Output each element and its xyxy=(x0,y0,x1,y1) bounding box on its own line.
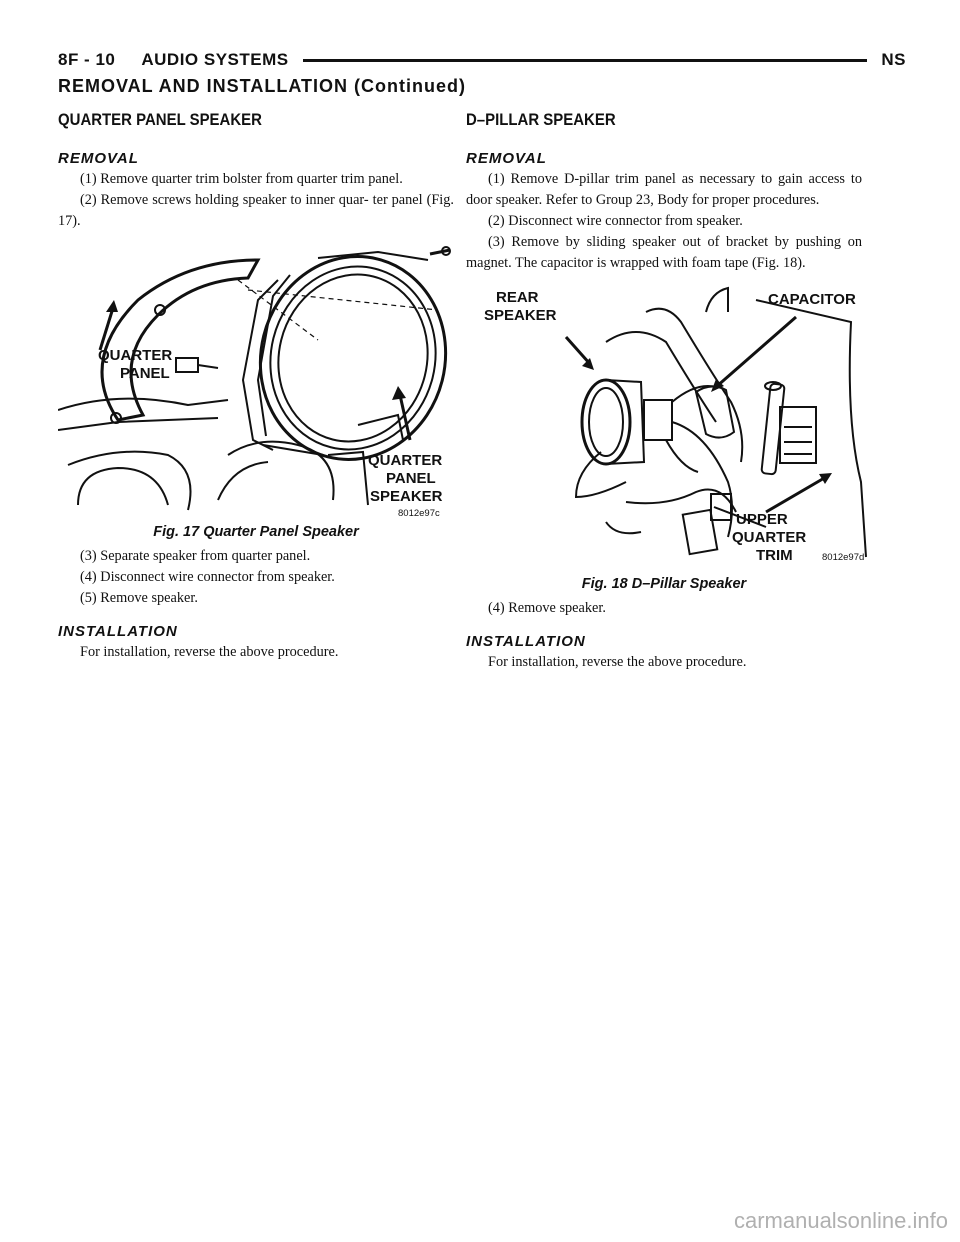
watermark: carmanualsonline.info xyxy=(733,1208,948,1233)
label-panel: PANEL xyxy=(120,365,170,382)
step-text: (3) Remove by sliding speaker out of bracket by pushing on magnet. The capacitor is wrapped with foam tape (Fig. 18). xyxy=(466,234,862,271)
step-text: (3) Separate speaker from quarter panel. xyxy=(80,548,311,564)
step-text: (2) Remove screws holding speaker to inner quar- ter panel (Fig. 17). xyxy=(58,192,454,229)
figure-caption: Fig. 17 Quarter Panel Speaker xyxy=(153,524,359,540)
figure-caption: Fig. 18 D–Pillar Speaker xyxy=(581,576,747,592)
step-text: (5) Remove speaker. xyxy=(80,590,198,606)
header-rule xyxy=(303,59,868,62)
section-heading-d-pillar: D–PILLAR SPEAKER xyxy=(466,110,616,129)
installation-heading: INSTALLATION xyxy=(58,623,178,640)
figure-code: 8012e97c xyxy=(398,508,440,519)
label-rear: REAR xyxy=(496,289,539,306)
page-header xyxy=(58,46,906,74)
label-panel-2: PANEL xyxy=(386,470,436,487)
figure-code: 8012e97d xyxy=(822,552,865,563)
step-text: (2) Disconnect wire connector from speaker. xyxy=(488,213,743,229)
label-upper: UPPER xyxy=(736,511,788,528)
quarter-panel-speaker-illustration xyxy=(58,240,454,520)
label-speaker: SPEAKER xyxy=(370,488,443,505)
d-pillar-speaker-illustration xyxy=(466,282,876,572)
figure-18 xyxy=(466,282,865,572)
installation-text: For installation, reverse the above procedure. xyxy=(80,644,339,660)
label-trim: TRIM xyxy=(756,547,793,564)
label-quarter-2: QUARTER xyxy=(368,452,443,469)
step-text: (1) Remove D-pillar trim panel as necessary to gain access to door speaker. Refer to Group 23, Body for proper procedures. xyxy=(466,171,862,208)
model-code: NS xyxy=(881,50,906,69)
left-column xyxy=(58,110,454,663)
installation-text: For installation, reverse the above procedure. xyxy=(488,654,747,670)
continued-title: REMOVAL AND INSTALLATION (Continued) xyxy=(58,76,466,96)
step-text: (4) Disconnect wire connector from speaker. xyxy=(80,569,335,585)
page-number: 8F - 10 xyxy=(58,50,116,69)
label-quarter: QUARTER xyxy=(98,347,173,364)
removal-heading: REMOVAL xyxy=(58,150,139,167)
installation-heading: INSTALLATION xyxy=(466,633,586,650)
section-title: AUDIO SYSTEMS xyxy=(141,50,289,69)
section-heading-quarter-panel: QUARTER PANEL SPEAKER xyxy=(58,110,262,129)
step-text: (1) Remove quarter trim bolster from quarter trim panel. xyxy=(80,171,403,187)
figure-17 xyxy=(58,240,454,520)
right-column xyxy=(466,110,865,673)
label-quarter: QUARTER xyxy=(732,529,807,546)
label-capacitor: CAPACITOR xyxy=(768,291,856,308)
label-speaker: SPEAKER xyxy=(484,307,557,324)
removal-heading: REMOVAL xyxy=(466,150,547,167)
step-text: (4) Remove speaker. xyxy=(488,600,606,616)
